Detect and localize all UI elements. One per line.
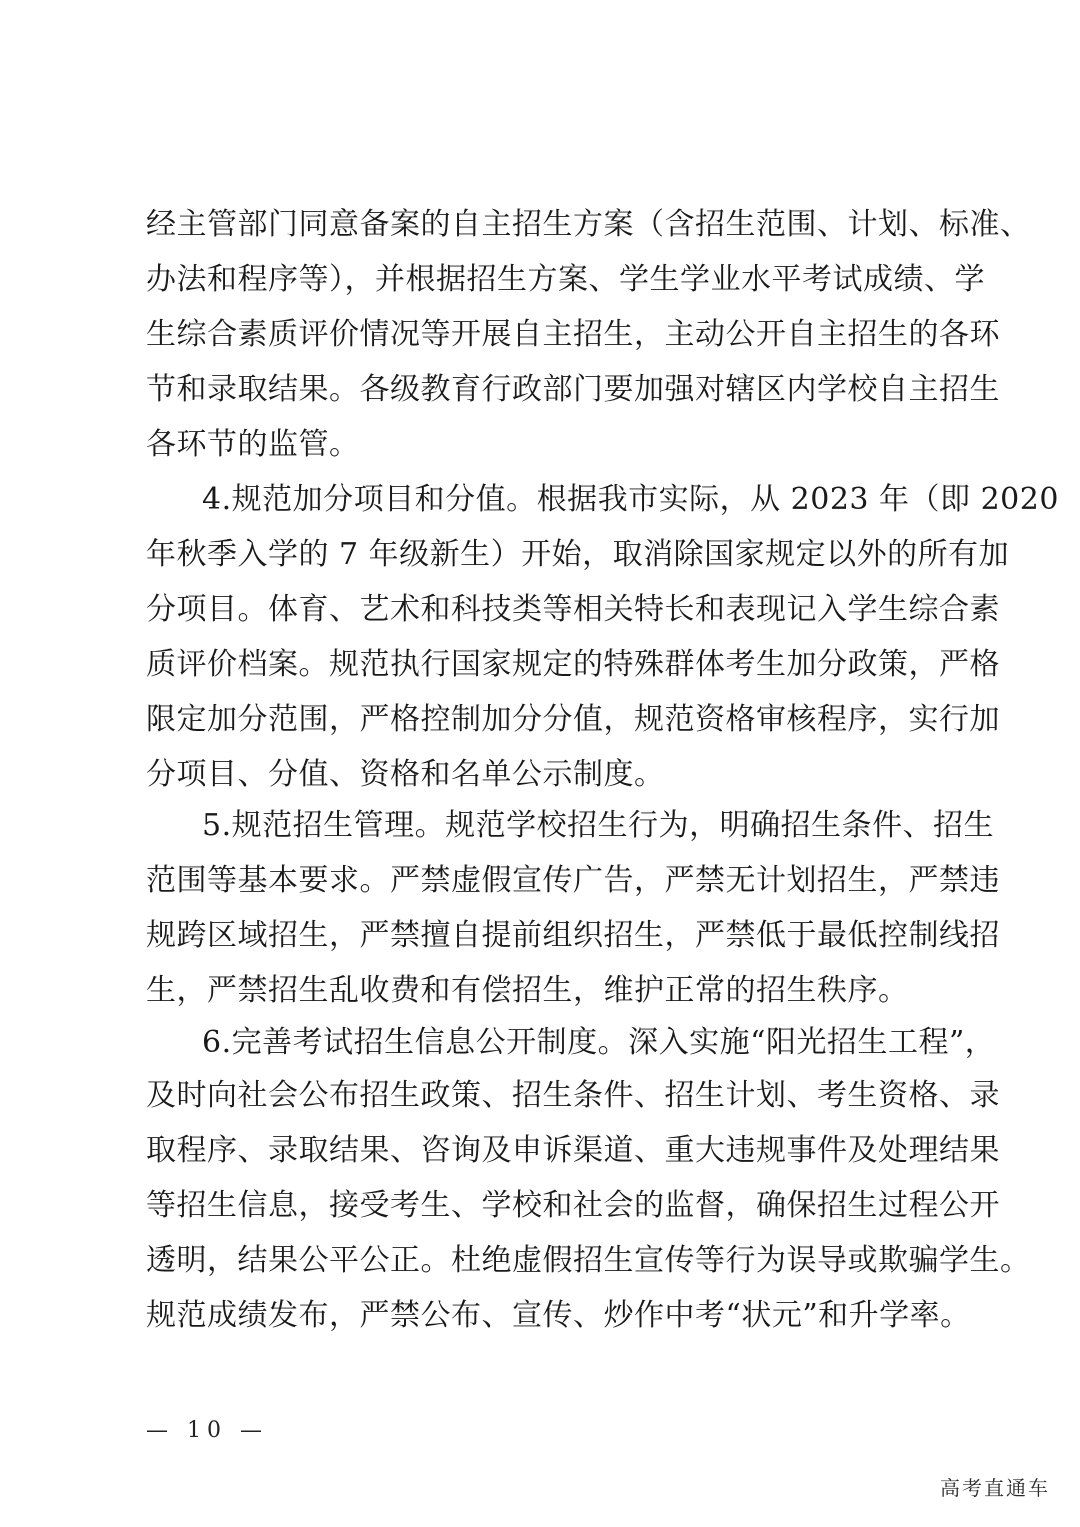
text-line: 办法和程序等），并根据招生方案、学生学业水平考试成绩、学 (146, 262, 985, 297)
watermark-text: 高考直通车 (940, 1476, 1050, 1500)
text-line: 限定加分范围，严格控制加分分值，规范资格审核程序，实行加 (146, 702, 1000, 737)
text-line: 年秋季入学的 7 年级新生）开始，取消除国家规定以外的所有加 (146, 537, 1010, 572)
paragraph-6-heading-line: 6.完善考试招生信息公开制度。深入实施“阳光招生工程”， (202, 1025, 996, 1060)
text-line: 分项目。体育、艺术和科技类等相关特长和表现记入学生综合素 (146, 592, 1000, 627)
text-line: 节和录取结果。各级教育行政部门要加强对辖区内学校自主招生 (146, 372, 1000, 407)
text-line: 及时向社会公布招生政策、招生条件、招生计划、考生资格、录 (146, 1078, 1000, 1113)
text-line: 分项目、分值、资格和名单公示制度。 (146, 757, 665, 792)
text-line: 质评价档案。规范执行国家规定的特殊群体考生加分政策，严格 (146, 647, 1000, 682)
paragraph-5-heading-line: 5.规范招生管理。规范学校招生行为，明确招生条件、招生 (202, 808, 995, 843)
text-line: 各环节的监管。 (146, 427, 360, 462)
text-line: 规跨区域招生，严禁擅自提前组织招生，严禁低于最低控制线招 (146, 918, 1000, 953)
text-line: 等招生信息，接受考生、学校和社会的监督，确保招生过程公开 (146, 1188, 1000, 1223)
page-number: — 10 — (146, 1418, 268, 1443)
text-line: 范围等基本要求。严禁虚假宣传广告，严禁无计划招生，严禁违 (146, 863, 1000, 898)
text-line: 生，严禁招生乱收费和有偿招生，维护正常的招生秩序。 (146, 973, 909, 1008)
text-line: 规范成绩发布，严禁公布、宣传、炒作中考“状元”和升学率。 (146, 1298, 971, 1333)
text-line: 经主管部门同意备案的自主招生方案（含招生范围、计划、标准、 (146, 207, 1031, 242)
text-line: 取程序、录取结果、咨询及申诉渠道、重大违规事件及处理结果 (146, 1133, 1000, 1168)
text-line: 透明，结果公平公正。杜绝虚假招生宣传等行为误导或欺骗学生。 (146, 1243, 1031, 1278)
text-line: 生综合素质评价情况等开展自主招生，主动公开自主招生的各环 (146, 317, 1000, 352)
paragraph-4-heading-line: 4.规范加分项目和分值。根据我市实际，从 2023 年（即 2020 (202, 482, 1059, 517)
